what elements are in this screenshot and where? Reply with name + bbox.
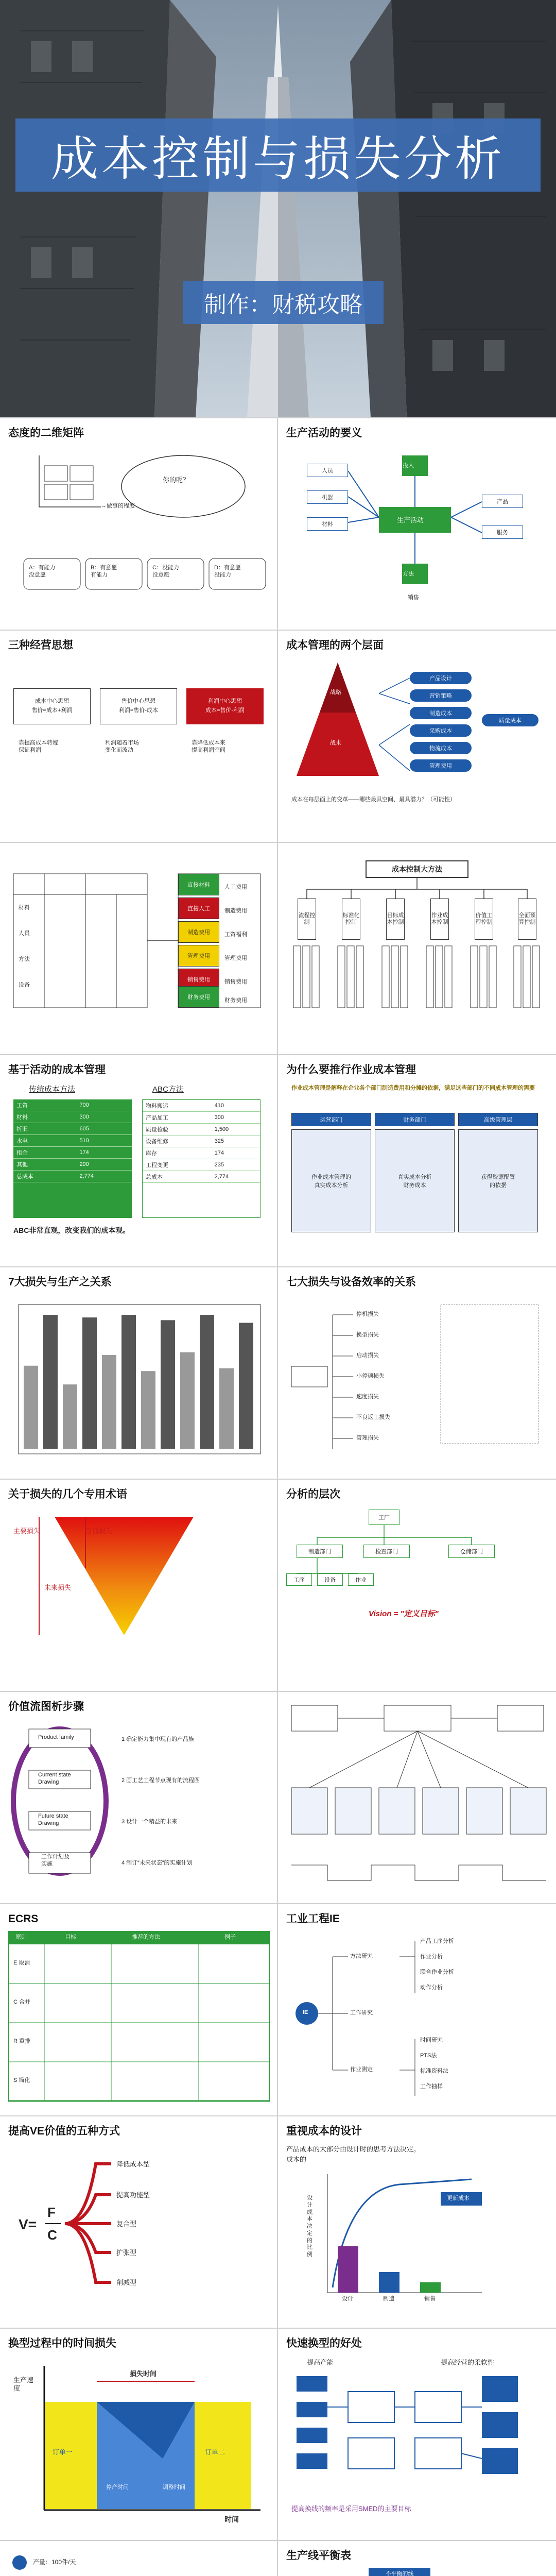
slide-title: 成本管理的两个层面	[286, 639, 384, 651]
ecrs-row: E 取消	[13, 1960, 30, 1966]
tri-strategy: 战略	[330, 689, 341, 696]
level-3: 设备	[317, 1573, 343, 1586]
ve-way: 降低成本型	[116, 2160, 150, 2168]
loss-item: 管理损失	[356, 1435, 379, 1441]
loss-bar	[180, 1352, 195, 1449]
highlight-cell: 管理费用	[178, 945, 219, 967]
branch: 标准化控制	[342, 899, 360, 940]
loss-label: 损失时间	[130, 2370, 157, 2378]
slide-row	[0, 2540, 556, 2576]
branch: 价值工程控制	[475, 899, 493, 940]
slide-attitude-matrix	[0, 418, 278, 630]
loss-item: 小停顿损失	[356, 1373, 385, 1379]
design-chart	[286, 2143, 548, 2321]
abc-row: 物料搬运 410	[143, 1100, 260, 1112]
slide-row	[0, 2328, 556, 2540]
highlight-cell: 销售费用	[178, 969, 219, 990]
design-x: 制造	[383, 2296, 394, 2302]
slide-vsm-steps	[0, 1692, 278, 1903]
title-band	[15, 118, 541, 192]
output-product: 产品	[482, 495, 523, 508]
ring-item: 工作计划及 实施	[41, 1854, 70, 1867]
slide-title: ECRS	[8, 1913, 39, 1925]
slide-analysis-levels	[278, 1480, 556, 1691]
input-people: 人员	[307, 464, 348, 477]
quadrant-c: C：没能力 没意愿	[152, 565, 179, 578]
design-tag: 更新成本	[447, 2195, 470, 2201]
attitude-matrix-diagram	[8, 445, 270, 623]
loss-bar	[102, 1355, 116, 1449]
design-lead: 产品成本的大部分由设计时的思考方法决定。	[286, 2145, 421, 2153]
term-main: 主要损失	[13, 1527, 41, 1535]
abc-row: 质量检验 1,500	[143, 1124, 260, 1136]
highlight-cell: 财务费用	[178, 986, 219, 1008]
ve-figure	[8, 2143, 270, 2321]
traditional-row: 水电 510	[13, 1135, 132, 1147]
why-abc-figure	[286, 1082, 548, 1260]
slide-why-abc	[278, 1055, 556, 1266]
branch: 目标成本控制	[386, 899, 405, 940]
loss-item: 不良返工损失	[356, 1414, 390, 1420]
slide-vsm-example	[278, 1692, 556, 1903]
order-two: 订单二	[205, 2448, 225, 2456]
slide-ie	[278, 1904, 556, 2115]
mid-method: 方法	[403, 571, 414, 577]
traditional-row: 其他 290	[13, 1159, 132, 1171]
ie-right: 标准资料法	[420, 2068, 448, 2074]
ecrs-header: 原则	[15, 1934, 27, 1940]
abc-table	[142, 1099, 260, 1218]
slide-title: 重视成本的设计	[286, 2125, 362, 2137]
order-one: 订单一	[53, 2448, 73, 2456]
ie-right: 产品工序分析	[420, 1938, 454, 1944]
pill: 物流成本	[410, 742, 472, 754]
abc-row: 产品加工 300	[143, 1112, 260, 1124]
chart-head: 不平衡的线	[369, 2568, 430, 2576]
oee-tree	[286, 1294, 548, 1472]
oee-figure	[286, 1294, 548, 1472]
slide-seven-losses-oee	[278, 1267, 556, 1479]
ecrs-row: S 简化	[13, 2077, 30, 2083]
capacity-head: 产量：100件/天	[33, 2558, 76, 2566]
production-figure	[286, 445, 548, 623]
loss-bar	[82, 1317, 97, 1449]
bubble-text: 你的呢？	[163, 476, 190, 484]
hero-banner	[0, 0, 556, 417]
level-2: 仓储部门	[448, 1545, 495, 1558]
left-label: 设备	[19, 982, 30, 988]
ie-left: 作业测定	[350, 2066, 373, 2073]
col-label: 财务费用	[224, 997, 247, 1004]
slide-row	[0, 417, 556, 630]
loss-item: 换型损失	[356, 1332, 379, 1338]
mid-input: 投入	[403, 463, 414, 469]
slide-title: 基于活动的成本管理	[8, 1064, 106, 1076]
traditional-row: 租金 174	[13, 1147, 132, 1159]
branch: 全面预算控制	[518, 899, 536, 940]
changeover-figure	[8, 2355, 270, 2534]
methods-head: 成本控制大方法	[366, 860, 468, 878]
y-label: 生产速度	[13, 2376, 34, 2393]
loss-bar	[219, 1368, 234, 1449]
abc-row: 库存 174	[143, 1147, 260, 1159]
loss-item: 速度损失	[356, 1394, 379, 1400]
slide-title: 换型过程中的时间损失	[8, 2337, 116, 2349]
loss-bar	[63, 1384, 77, 1449]
loss-bar	[200, 1315, 214, 1449]
pill: 采购成本	[410, 724, 472, 737]
step: 2 画工艺工程节点现有的流程图	[121, 1777, 200, 1784]
slide-row	[0, 2115, 556, 2328]
loss-funnel	[8, 1506, 270, 1685]
capacity-figure	[8, 2551, 270, 2576]
col-cell: 真实成本分析 财务成本	[375, 1129, 455, 1232]
profit-center-box: 利润中心思想 成本=售价-利润	[186, 688, 264, 724]
slide-title: 价值流图析步骤	[8, 1701, 84, 1713]
slide-smed-benefits	[278, 2329, 556, 2540]
slide-title: 提高VE价值的五种方式	[8, 2125, 120, 2137]
highlight-cell: 直接人工	[178, 897, 219, 919]
ring-item: Current state Drawing	[38, 1772, 71, 1785]
formula-c: C	[47, 2227, 57, 2243]
methods-tree	[286, 853, 548, 1049]
smed-figure	[286, 2355, 548, 2534]
ie-right: PTS法	[420, 2053, 437, 2059]
highlight-cell: 制造费用	[178, 921, 219, 943]
center-label: 生产活动	[397, 516, 424, 524]
ie-center: IE	[303, 2009, 308, 2015]
terms-figure	[8, 1506, 270, 1685]
balance-figure	[286, 2568, 548, 2576]
why-lead: 作业成本管理是解释在企业各个部门制造费用和分摊的依据，满足这些部门的不同成本管理的需要	[291, 1085, 535, 1091]
vsm-map	[286, 1700, 548, 1896]
col-label: 人工费用	[224, 884, 247, 890]
price-center-box: 售价中心思想 利润=售价-成本	[100, 688, 177, 724]
ie-right: 时间研究	[420, 2037, 443, 2043]
hero-subtitle: 制作：财税攻略	[204, 292, 362, 318]
slide-title: 态度的二维矩阵	[8, 427, 84, 439]
slide-cost-methods	[278, 843, 556, 1054]
thoughts-figure	[8, 657, 270, 836]
ecrs-figure	[8, 1931, 270, 2109]
cost-design-figure	[286, 2143, 548, 2321]
ecrs-header: 例子	[224, 1934, 236, 1940]
slide-changeover-loss	[0, 2329, 278, 2540]
slide-ecrs	[0, 1904, 278, 2115]
col-head: 运营部门	[291, 1113, 371, 1126]
losses-figure	[8, 1294, 270, 1472]
loss-bar	[121, 1315, 136, 1449]
note-2: 利润随着市场 变化而波动	[105, 740, 139, 753]
level-2: 制造部门	[297, 1545, 343, 1558]
ecrs-header: 目标	[65, 1934, 76, 1940]
note-1: 靠提高成本转嫁 保证利润	[19, 740, 58, 753]
slide-management-thoughts	[0, 631, 278, 842]
loss-bar	[24, 1366, 38, 1449]
slide-production-essence	[278, 418, 556, 630]
ve-way: 复合型	[116, 2220, 137, 2228]
left-label: 方法	[19, 956, 30, 962]
loss-bar	[161, 1320, 175, 1449]
slide-cost-design	[278, 2116, 556, 2328]
design-x: 销售	[424, 2296, 436, 2302]
abc-row: 工程变更 235	[143, 1159, 260, 1171]
slide-title: 七大损失与设备效率的关系	[286, 1276, 416, 1288]
tri-tactics: 战术	[330, 740, 341, 746]
slide-title: 7大损失与生产之关系	[8, 1276, 112, 1288]
vsm-example-figure	[286, 1700, 548, 1896]
subtitle-band	[183, 281, 384, 324]
slide-cost-levels	[278, 631, 556, 842]
col-label: 制造费用	[224, 908, 247, 914]
design-x: 设计	[342, 2296, 353, 2302]
slide-title: 生产线平衡表	[286, 2550, 351, 2562]
col-label: 工资福利	[224, 931, 247, 938]
pill: 产品设计	[410, 672, 472, 684]
col-label: 销售费用	[224, 979, 247, 985]
hero-title: 成本控制与损失分析	[50, 131, 505, 187]
ring-item: Product family	[38, 1734, 74, 1740]
abc-note: ABC非常直观，改变我们的成本观。	[13, 1226, 130, 1234]
left-label: 材料	[19, 905, 30, 911]
pill: 营销策略	[410, 689, 472, 702]
col-label: 管理费用	[224, 955, 247, 961]
loss-item: 启动损失	[356, 1352, 379, 1359]
ie-right: 作业分析	[420, 1954, 443, 1960]
slide-title: 为什么要推行作业成本管理	[286, 1064, 416, 1076]
col-head: 高级管理层	[458, 1113, 538, 1126]
slide-row	[0, 1054, 556, 1266]
slide-title: 关于损失的几个专用术语	[8, 1488, 127, 1500]
slide-abc	[0, 1055, 278, 1266]
changeover-chart	[8, 2355, 270, 2534]
ring-item: Future state Drawing	[38, 1813, 68, 1826]
level-3: 工序	[286, 1573, 312, 1586]
stop-label: 停产时间	[106, 2484, 129, 2490]
traditional-row: 工资 700	[13, 1099, 132, 1111]
levels-figure	[286, 657, 548, 836]
cost-center-box: 成本中心思想 售价=成本+利润	[13, 688, 91, 724]
formula-f: F	[47, 2205, 56, 2220]
bottom-label: 销售	[408, 595, 419, 601]
quadrant-b: B：有意愿 有能力	[91, 565, 117, 578]
quadrant-d: D：有意愿 没能力	[214, 565, 241, 578]
ie-right: 工作抽样	[420, 2083, 443, 2090]
pill: 质量成本	[482, 714, 538, 726]
slide-row	[0, 842, 556, 1054]
ie-figure	[286, 1931, 548, 2109]
col-head: 财务部门	[375, 1113, 455, 1126]
ve-way: 提高功能型	[116, 2191, 150, 2199]
slide-title: 生产活动的要义	[286, 427, 362, 439]
ve-way: 扩张型	[116, 2249, 137, 2257]
branch: 流程控制	[298, 899, 316, 940]
output-service: 服务	[482, 526, 523, 539]
pill: 管理费用	[410, 759, 472, 772]
input-machine: 机器	[307, 490, 348, 504]
ecrs-header: 推荐的方法	[132, 1934, 160, 1940]
ecrs-table	[8, 1931, 270, 2109]
slide-title: 工业工程IE	[286, 1913, 340, 1925]
abc-row: 总成本 2,774	[143, 1171, 260, 1183]
left-label: 人员	[19, 930, 30, 937]
term-current: 当前损失	[85, 1527, 113, 1535]
loss-bar	[141, 1371, 155, 1449]
highlight-cell: 直接材料	[178, 874, 219, 895]
slide-loss-terms	[0, 1480, 278, 1691]
cost-structure-table	[8, 853, 270, 1049]
branch: 作业成本控制	[430, 899, 449, 940]
losses-bar-chart	[8, 1294, 270, 1472]
design-ylabel: 设计成本决定的比例	[307, 2195, 312, 2258]
slide-seven-losses	[0, 1267, 278, 1479]
slide-title: 快速换型的好处	[286, 2337, 362, 2349]
abc-figure	[8, 1082, 270, 1260]
quadrant-a: A：有能力 没意愿	[29, 565, 56, 578]
loss-item: 停机损失	[356, 1311, 379, 1317]
loss-bar	[239, 1323, 253, 1449]
ecrs-row: R 重排	[13, 2038, 30, 2044]
pill: 制造成本	[410, 707, 472, 719]
slide-title: 三种经营思想	[8, 639, 73, 651]
ramp-label: 调整时间	[163, 2484, 185, 2490]
analysis-figure	[286, 1506, 548, 1685]
slide-title: 分析的层次	[286, 1488, 340, 1500]
vsm-cycle	[8, 1719, 270, 1897]
slide-row	[0, 1691, 556, 1903]
ie-right: 联合作业分析	[420, 1969, 454, 1975]
traditional-row: 折旧 605	[13, 1123, 132, 1135]
input-material: 材料	[307, 517, 348, 531]
smed-right-head: 提高经营的柔软性	[441, 2359, 495, 2366]
analysis-tree	[286, 1506, 548, 1685]
ie-left: 方法研究	[350, 1953, 373, 1959]
vsm-figure	[8, 1719, 270, 1897]
methods-figure	[286, 853, 548, 1049]
step: 1 确定能力集中现有的产品族	[121, 1736, 195, 1742]
note-3: 靠降低成本来 提高利润空间	[192, 740, 225, 753]
axis-note: →做事的程度	[101, 503, 135, 509]
ie-left: 工作研究	[350, 2010, 373, 2016]
step: 4 制订“未来状态”的实施计划	[121, 1860, 193, 1866]
slide-row	[0, 1266, 556, 1479]
ve-way: 削减型	[116, 2279, 137, 2286]
levels-caption: 成本在每层面上的变革——哪些最具空间、最具潜力？（可能性）	[291, 796, 456, 803]
traditional-head: 传统成本方法	[29, 1085, 76, 1094]
traditional-row: 材料 300	[13, 1111, 132, 1123]
ie-right: 动作分析	[420, 1985, 443, 1991]
level-2: 检查部门	[363, 1545, 410, 1558]
vision-text: Vision = "定义目标"	[369, 1609, 439, 1618]
level-top: 工厂	[369, 1510, 399, 1525]
design-lead-2: 成本的	[286, 2156, 307, 2163]
step: 3 设计一个精益的未来	[121, 1819, 178, 1825]
formula-v: V=	[19, 2216, 37, 2232]
slide-line-balance	[278, 2541, 556, 2576]
attitude-figure	[8, 445, 270, 623]
traditional-table	[13, 1099, 132, 1218]
abc-head: ABC方法	[152, 1085, 184, 1094]
abc-row: 设备维修 325	[143, 1136, 260, 1147]
loss-bar	[43, 1315, 58, 1449]
slide-capacity-table	[0, 2541, 278, 2576]
slide-ve	[0, 2116, 278, 2328]
structure-figure	[8, 853, 270, 1049]
slide-row	[0, 1903, 556, 2115]
ie-tree	[286, 1931, 548, 2109]
col-cell: 获得资源配置 的依据	[458, 1129, 538, 1232]
slide-row	[0, 1479, 556, 1691]
term-future: 未来损失	[44, 1584, 72, 1591]
smed-left-head: 提高产能	[307, 2359, 334, 2366]
level-3: 作业	[348, 1573, 374, 1586]
slide-grid	[0, 417, 556, 2576]
traditional-row: 总成本 2,774	[13, 1171, 132, 1182]
slide-cost-structure	[0, 843, 278, 1054]
ecrs-row: C 合并	[13, 1999, 30, 2005]
slide-row	[0, 630, 556, 842]
skyscraper-photo	[0, 0, 556, 417]
x-label: 时间	[224, 2515, 239, 2523]
col-cell: 作业成本管理的 真实成本分析	[291, 1129, 371, 1232]
smed-footer: 提高换线的频率是采用SMED的主要目标	[291, 2505, 411, 2513]
